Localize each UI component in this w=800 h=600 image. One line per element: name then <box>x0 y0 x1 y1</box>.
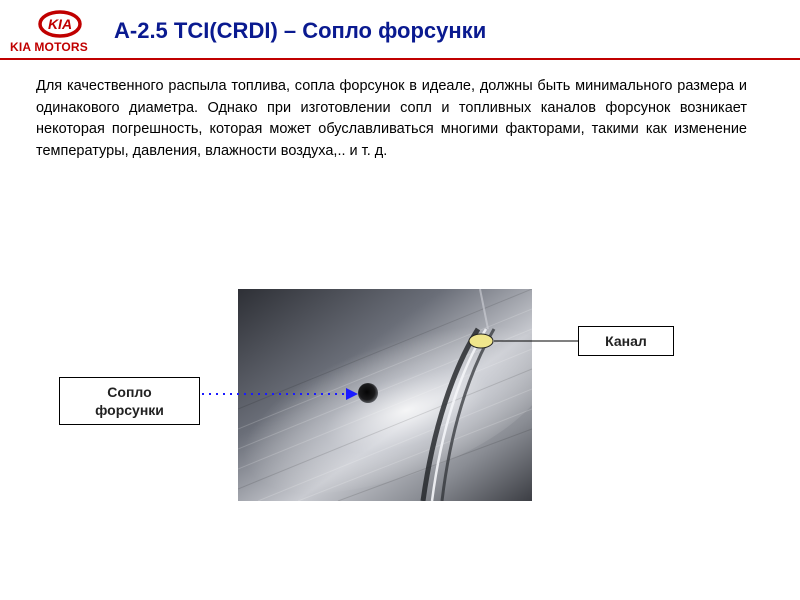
kia-oval-logo-icon <box>38 10 82 38</box>
nozzle-label: Сопло форсунки <box>95 384 164 418</box>
channel-label: Канал <box>605 333 647 349</box>
injector-nozzle-micrograph-icon <box>238 289 532 501</box>
svg-text:KIA: KIA <box>47 16 73 32</box>
brand-text: KIA MOTORS <box>10 40 89 54</box>
channel-label-box <box>578 326 674 356</box>
description-paragraph: Для качественного распыла топлива, сопла форсунок в идеале, должны быть минимального размера и одинакового диаметра. Однако при изготовлении сопл и топливных каналов форсунок возникает некоторая погрешность, которая может обуславливаться многими факторами, такими как изменение температуры, давления, влажности воздуха,.. и т. д. <box>36 78 747 159</box>
header-divider <box>0 58 800 60</box>
nozzle-label-box <box>59 377 200 425</box>
page-title: A-2.5 TCI(CRDI) – Сопло форсунки <box>114 18 487 43</box>
nozzle-photo <box>238 289 532 501</box>
kia-motors-logo <box>8 10 100 58</box>
